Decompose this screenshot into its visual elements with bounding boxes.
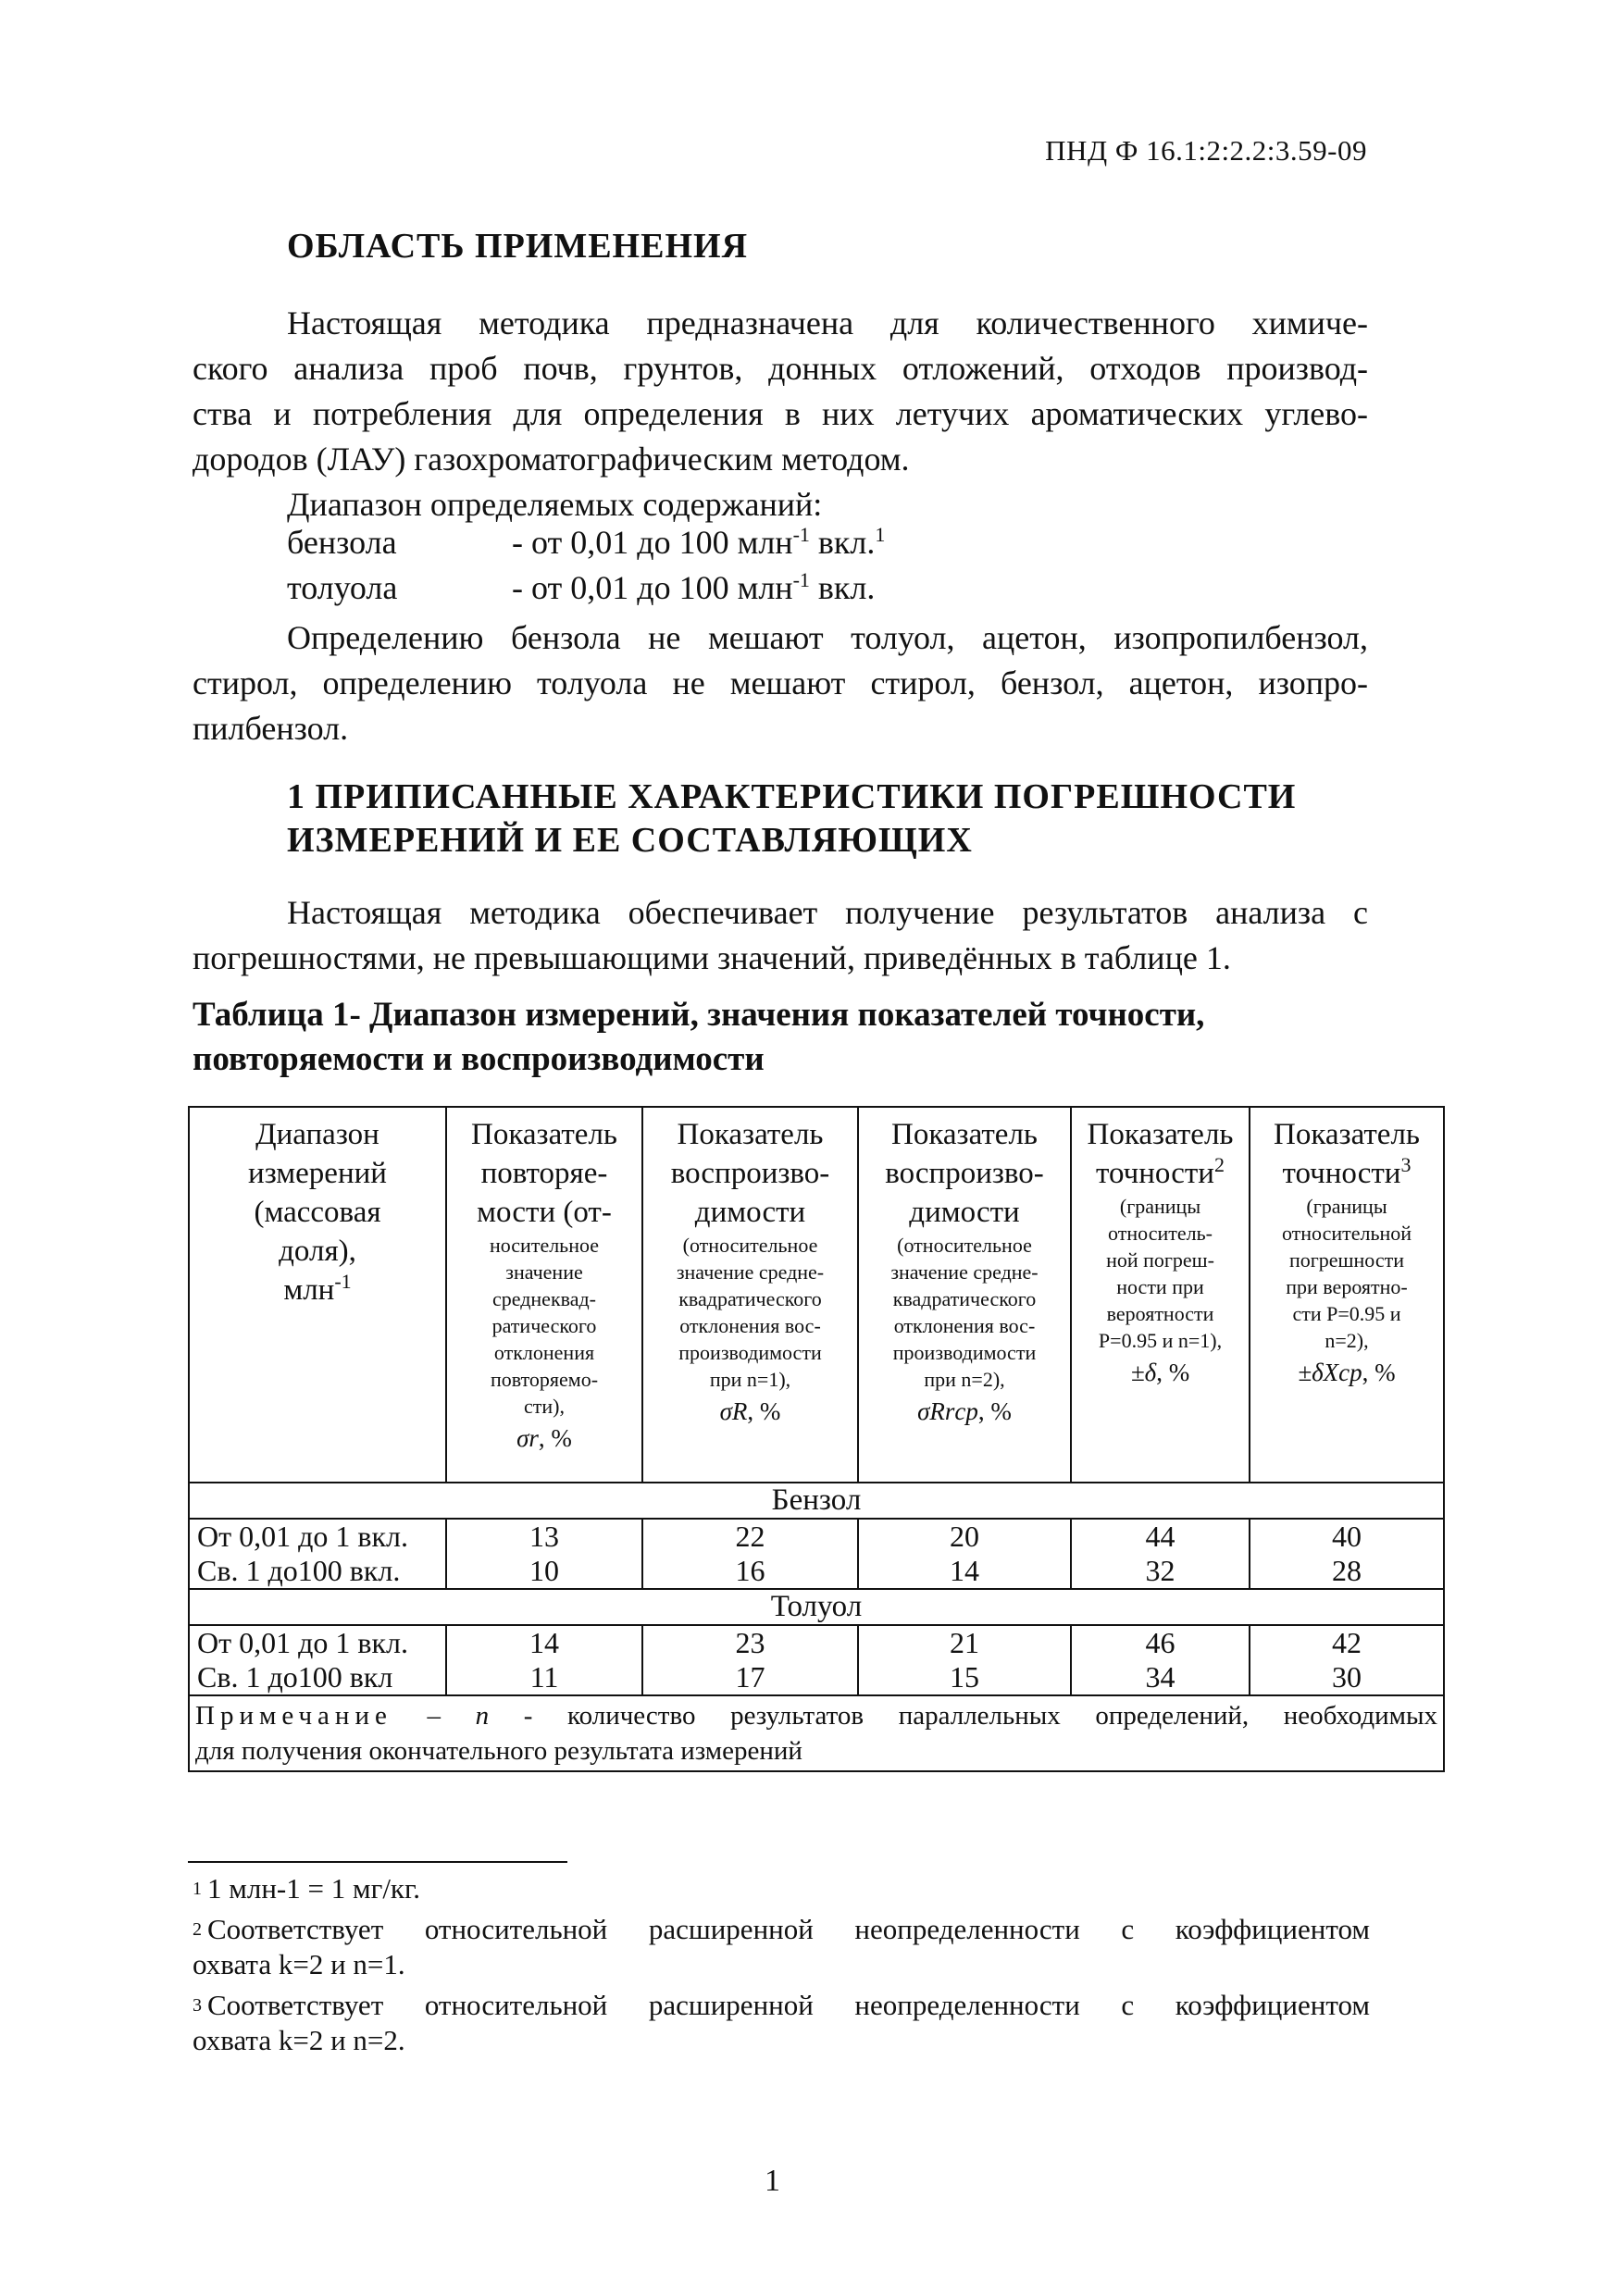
section1-line-1: Настоящая методика обеспечивает получение результатов анализа с — [287, 894, 1368, 931]
interference-line-3: пилбензол. — [193, 710, 349, 747]
interference-line-1: Определению бензола не мешают толуол, ацетон, изопропилбензол, — [287, 619, 1368, 656]
scope-line-4: дородов (ЛАУ) газохроматографическим методом. — [193, 441, 910, 478]
footnote-1: $^1$ 1 млн-1 = 1 мг/кг. — [193, 1872, 420, 1905]
header-repeatability: Показатель повторяе- мости (от- носительное значение среднеквад- ратического отклонения повторяемо- сти), σr, % — [446, 1107, 642, 1483]
table-row — [189, 1660, 1444, 1695]
header-range: Диапазон измерений (массовая доля), млн$^{-1}$ — [189, 1107, 446, 1483]
range-title: Диапазон определяемых содержаний: — [287, 486, 823, 523]
sigma-R-symbol: σR, % — [719, 1397, 781, 1425]
section-row-toluene — [189, 1589, 1444, 1625]
section-label: Бензол — [189, 1483, 1444, 1519]
range-substance: бензола — [287, 524, 397, 561]
cell-delta: 46 — [1071, 1625, 1250, 1660]
range-benzene — [287, 523, 886, 562]
range-toluene — [287, 568, 876, 607]
sigma-r-symbol: σr, % — [516, 1424, 572, 1452]
cell-sigma-R: 17 — [642, 1660, 858, 1695]
cell-delta: 34 — [1071, 1660, 1250, 1695]
cell-sigma-R: 23 — [642, 1625, 858, 1660]
scope-line-2: ского анализа проб почв, грунтов, донных отложений, отходов производ- — [193, 350, 1368, 387]
table-note-row — [189, 1695, 1444, 1771]
table-row — [189, 1554, 1444, 1589]
cell-sigma-r: 13 — [446, 1519, 642, 1554]
document-code: ПНД Ф 16.1:2:2.2:3.59-09 — [1045, 134, 1367, 167]
header-accuracy-n2: Показатель точности$^3$ (границы относительной погрешности при вероятно- сти P=0.95 и n=2), ±δXср, % — [1250, 1107, 1444, 1483]
cell-sigma-R-avg: 14 — [858, 1554, 1071, 1589]
row-range: Св. 1 до100 вкл — [189, 1660, 446, 1695]
cell-sigma-R: 16 — [642, 1554, 858, 1589]
header-accuracy-n1: Показатель точности$^2$ (границы относитель- ной погреш- ности при вероятности P=0.95 и n=1), ±δ, % — [1071, 1107, 1250, 1483]
cell-sigma-R-avg: 20 — [858, 1519, 1071, 1554]
row-range: Св. 1 до100 вкл. — [189, 1554, 446, 1589]
cell-sigma-R-avg: 15 — [858, 1660, 1071, 1695]
cell-sigma-r: 10 — [446, 1554, 642, 1589]
footnote-3: $^3$ Соответствует относительной расширенной неопределенности с коэффициентом охвата k=2 и n=2. — [193, 1989, 1370, 2056]
sigma-R-avg-symbol: σRrср, % — [917, 1397, 1012, 1425]
table-caption-line-2: повторяемости и воспроизводимости — [193, 1040, 765, 1078]
cell-sigma-r: 14 — [446, 1625, 642, 1660]
cell-sigma-R: 22 — [642, 1519, 858, 1554]
delta-symbol: ±δ, % — [1130, 1359, 1190, 1386]
delta-x-avg-symbol: ±δXср, % — [1298, 1359, 1396, 1386]
row-range: От 0,01 до 1 вкл. — [189, 1625, 446, 1660]
range-substance: толуола — [287, 569, 398, 606]
section1-heading-line-2: ИЗМЕРЕНИЙ И ЕЕ СОСТАВЛЯЮЩИХ — [287, 821, 973, 860]
section1-line-2: погрешностями, не превышающими значений, приведённых в таблице 1. — [193, 939, 1231, 976]
scope-line-1: Настоящая методика предназначена для количественного химиче- — [287, 304, 1368, 341]
section-row-benzene — [189, 1483, 1444, 1519]
table-caption — [193, 993, 1396, 1082]
table-note: Примечание – n - количество результатов параллельных определений, необходимых для получения окончательного результата измерений — [189, 1695, 1444, 1771]
cell-delta-x-avg: 28 — [1250, 1554, 1444, 1589]
range-value: - от 0,01 до 100 млн$^{-1}$ вкл.$^1$ — [512, 523, 886, 561]
scope-paragraph — [193, 301, 1368, 527]
section-label: Толуол — [189, 1589, 1444, 1625]
interference-paragraph — [193, 615, 1368, 751]
accuracy-table — [188, 1106, 1445, 1772]
cell-delta-x-avg: 42 — [1250, 1625, 1444, 1660]
cell-delta: 44 — [1071, 1519, 1250, 1554]
section1-heading-line-1: 1 ПРИПИСАННЫЕ ХАРАКТЕРИСТИКИ ПОГРЕШНОСТИ — [287, 777, 1297, 816]
scope-line-3: ства и потребления для определения в них летучих ароматических углево- — [193, 395, 1368, 432]
footnote-divider — [188, 1861, 567, 1863]
cell-delta-x-avg: 30 — [1250, 1660, 1444, 1695]
header-reproducibility-n2: Показатель воспроизво- димости (относительное значение средне- квадратического отклонения вос- производимости при n=2), σRrср, % — [858, 1107, 1071, 1483]
table-row — [189, 1625, 1444, 1660]
table-caption-line-1: Таблица 1- Диапазон измерений, значения показателей точности, — [193, 996, 1205, 1034]
cell-delta-x-avg: 40 — [1250, 1519, 1444, 1554]
header-reproducibility-n1: Показатель воспроизво- димости (относительное значение средне- квадратического отклонения вос- производимости при n=1), σR, % — [642, 1107, 858, 1483]
row-range: От 0,01 до 1 вкл. — [189, 1519, 446, 1554]
range-value: - от 0,01 до 100 млн$^{-1}$ вкл. — [512, 568, 876, 606]
footnote-2: $^2$ Соответствует относительной расширенной неопределенности с коэффициентом охвата k=2 и n=1. — [193, 1913, 1370, 1980]
cell-sigma-R-avg: 21 — [858, 1625, 1071, 1660]
section1-heading — [287, 776, 1296, 863]
section1-paragraph — [193, 890, 1368, 981]
page-number: 1 — [765, 2164, 780, 2198]
interference-line-2: стирол, определению толуола не мешают стирол, бензол, ацетон, изопро- — [193, 664, 1368, 701]
cell-sigma-r: 11 — [446, 1660, 642, 1695]
scope-heading: ОБЛАСТЬ ПРИМЕНЕНИЯ — [287, 227, 749, 266]
table-row — [189, 1519, 1444, 1554]
table-header-row — [189, 1107, 1444, 1483]
cell-delta: 32 — [1071, 1554, 1250, 1589]
